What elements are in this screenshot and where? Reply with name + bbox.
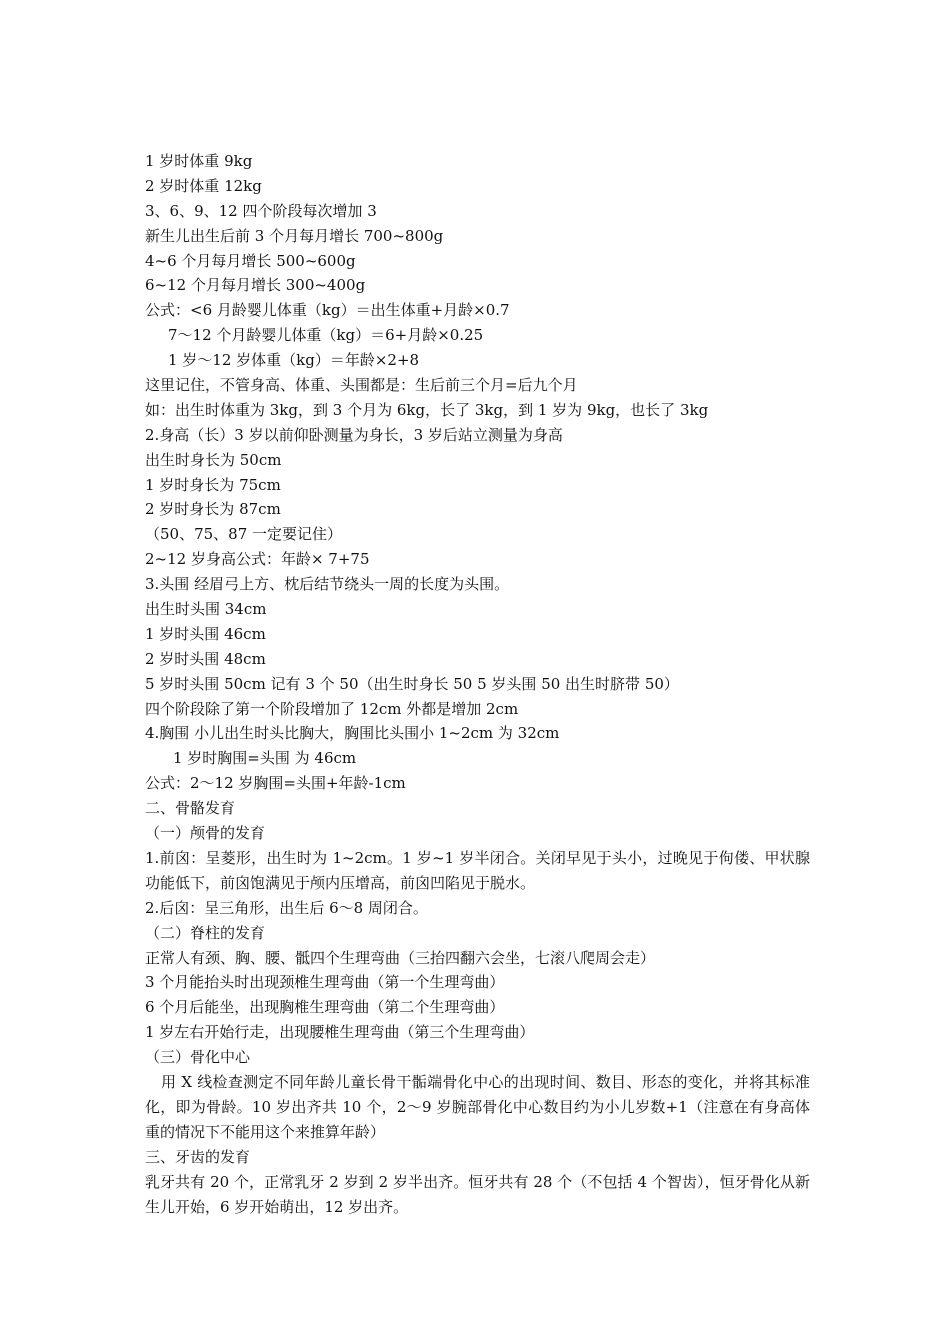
text-line: 2 岁时体重 12kg [145, 176, 262, 195]
section-heading: 4.胸围 小儿出生时头比胸大，胸围比头围小 1~2cm 为 32cm [145, 724, 560, 743]
formula-line: 公式：<6 月龄婴儿体重（kg）＝出生体重+月龄×0.7 [145, 301, 510, 320]
text-line: 四个阶段除了第一个阶段增加了 12cm 外都是增加 2cm [145, 699, 519, 718]
text-line: 3、6、9、12 四个阶段每次增加 3 [145, 201, 377, 220]
text-line: 1 岁时头围 46cm [145, 624, 266, 643]
text-line: 3 个月能抬头时出现颈椎生理弯曲（第一个生理弯曲） [145, 973, 505, 992]
text-line: 4~6 个月每月增长 500~600g [145, 251, 356, 270]
text-line: 2 岁时身长为 87cm [145, 500, 281, 519]
formula-line: 2~12 岁身高公式：年龄× 7+75 [145, 550, 370, 569]
formula-line: 7～12 个月龄婴儿体重（kg）＝6+月龄×0.25 [168, 326, 484, 345]
chapter-heading: 二、骨骼发育 [145, 799, 236, 818]
text-line: 2 岁时头围 48cm [145, 649, 266, 668]
text-line: 1 岁时身长为 75cm [145, 475, 281, 494]
text-line: 如：出生时体重为 3kg，到 3 个月为 6kg，长了 3kg，到 1 岁为 9kg，也长了 3kg [145, 400, 709, 419]
text-line: 1 岁时体重 9kg [145, 152, 253, 170]
text-line: 新生儿出生后前 3 个月每月增长 700~800g [145, 226, 444, 245]
text-line: 出生时身长为 50cm [145, 450, 282, 469]
text-line: 6 个月后能坐，出现胸椎生理弯曲（第二个生理弯曲） [145, 998, 505, 1017]
text-line: 5 岁时头围 50cm 记有 3 个 50（出生时身长 50 5 岁头围 50 出生时脐带 50） [145, 674, 679, 693]
formula-line: 公式：2～12 岁胸围=头围+年龄-1cm [145, 774, 406, 793]
paragraph: 1.前囟：呈菱形，出生时为 1~2cm。1 岁~1 岁半闭合。关闭早见于头小，过晚见于佝偻、甲状腺功能低下，前囟饱满见于颅内压增高，前囟凹陷见于脱水。 [145, 848, 810, 892]
text-line: 1 岁时胸围=头围 为 46cm [173, 749, 357, 768]
text-line: 正常人有颈、胸、腰、骶四个生理弯曲（三抬四翻六会坐，七滚八爬周会走） [145, 948, 656, 967]
text-line: 2.后囟：呈三角形，出生后 6～8 周闭合。 [145, 898, 428, 917]
section-heading: 2.身高（长）3 岁以前仰卧测量为身长，3 岁后站立测量为身高 [145, 425, 563, 444]
section-heading: 3.头围 经眉弓上方、枕后结节绕头一周的长度为头围。 [145, 575, 510, 594]
text-line: 1 岁左右开始行走，出现腰椎生理弯曲（第三个生理弯曲） [145, 1023, 535, 1042]
paragraph: 乳牙共有 20 个，正常乳牙 2 岁到 2 岁半出齐。恒牙共有 28 个（不包括 4 个智齿），恒牙骨化从新生儿开始，6 岁开始萌出，12 岁出齐。 [145, 1172, 810, 1216]
text-line: 6~12 个月每月增长 300~400g [145, 276, 366, 295]
subsection-heading: （一）颅骨的发育 [145, 824, 266, 843]
text-line: （50、75、87 一定要记住） [145, 525, 343, 544]
formula-line: 1 岁～12 岁体重（kg）＝年龄×2+8 [168, 351, 420, 370]
text-line: 出生时头围 34cm [145, 600, 267, 619]
subsection-heading: （二）脊柱的发育 [145, 923, 266, 942]
subsection-heading: （三）骨化中心 [145, 1048, 251, 1067]
chapter-heading: 三、牙齿的发育 [145, 1147, 251, 1166]
document-body [145, 149, 810, 1219]
paragraph: 用 X 线检查测定不同年龄儿童长骨干骺端骨化中心的出现时间、数目、形态的变化，并将其标准化，即为骨龄。10 岁出齐共 10 个，2～9 岁腕部骨化中心数目约为小儿岁数+1（注意在有身高体重的情况下不能用这个来推算年龄） [145, 1072, 810, 1141]
text-line: 这里记住，不管身高、体重、头围都是：生后前三个月=后九个月 [145, 376, 578, 395]
